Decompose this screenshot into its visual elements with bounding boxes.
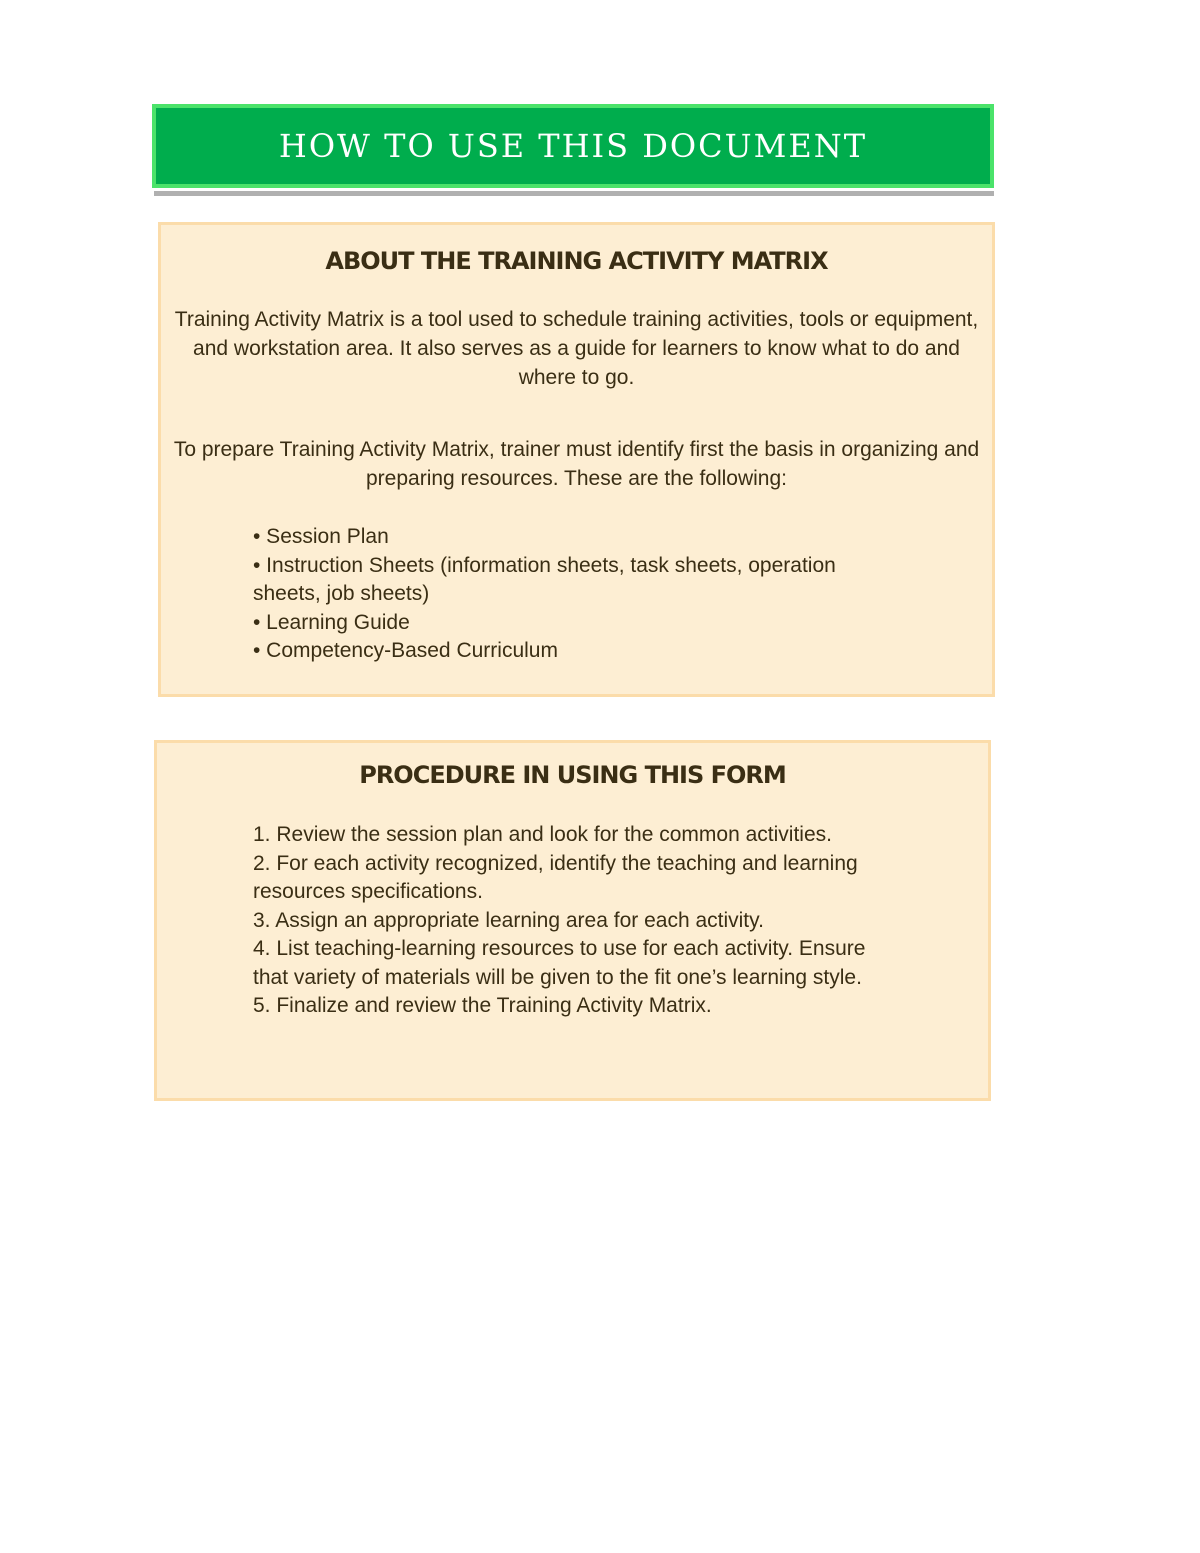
procedure-steps bbox=[253, 821, 893, 1021]
procedure-heading: PROCEDURE IN USING THIS FORM bbox=[359, 761, 786, 789]
resource-list bbox=[253, 523, 873, 666]
list-item: 1. Review the session plan and look for the common activities. bbox=[253, 823, 832, 846]
list-item: • Session Plan bbox=[253, 525, 389, 548]
list-item: 5. Finalize and review the Training Activity Matrix. bbox=[253, 994, 712, 1017]
list-item: 3. Assign an appropriate learning area for each activity. bbox=[253, 908, 764, 932]
list-item: 2. For each activity recognized, identify the teaching and learning resources specifications. bbox=[253, 851, 858, 903]
list-item: • Competency-Based Curriculum bbox=[253, 639, 558, 662]
about-panel bbox=[158, 222, 995, 697]
procedure-panel bbox=[154, 740, 991, 1101]
about-paragraph-2: To prepare Training Activity Matrix, trainer must identify first the basis in organizing and preparing resources. These are the following: bbox=[173, 438, 980, 490]
header-divider bbox=[154, 191, 994, 196]
list-item: • Instruction Sheets (information sheets, task sheets, operation sheets, job sheets) bbox=[253, 553, 836, 605]
header-banner bbox=[152, 104, 994, 188]
document-title: HOW TO USE THIS DOCUMENT bbox=[278, 127, 868, 165]
about-paragraph-1: Training Activity Matrix is a tool used to schedule training activities, tools or equipment, and workstation area. It also serves as a guide for learners to know what to do and where to go. bbox=[174, 308, 979, 389]
list-item: 4. List teaching-learning resources to use for each activity. Ensure that variety of materials will be given to the fit one’s learning style. bbox=[253, 937, 866, 989]
about-heading: ABOUT THE TRAINING ACTIVITY MATRIX bbox=[325, 247, 828, 275]
list-item: • Learning Guide bbox=[253, 610, 410, 634]
